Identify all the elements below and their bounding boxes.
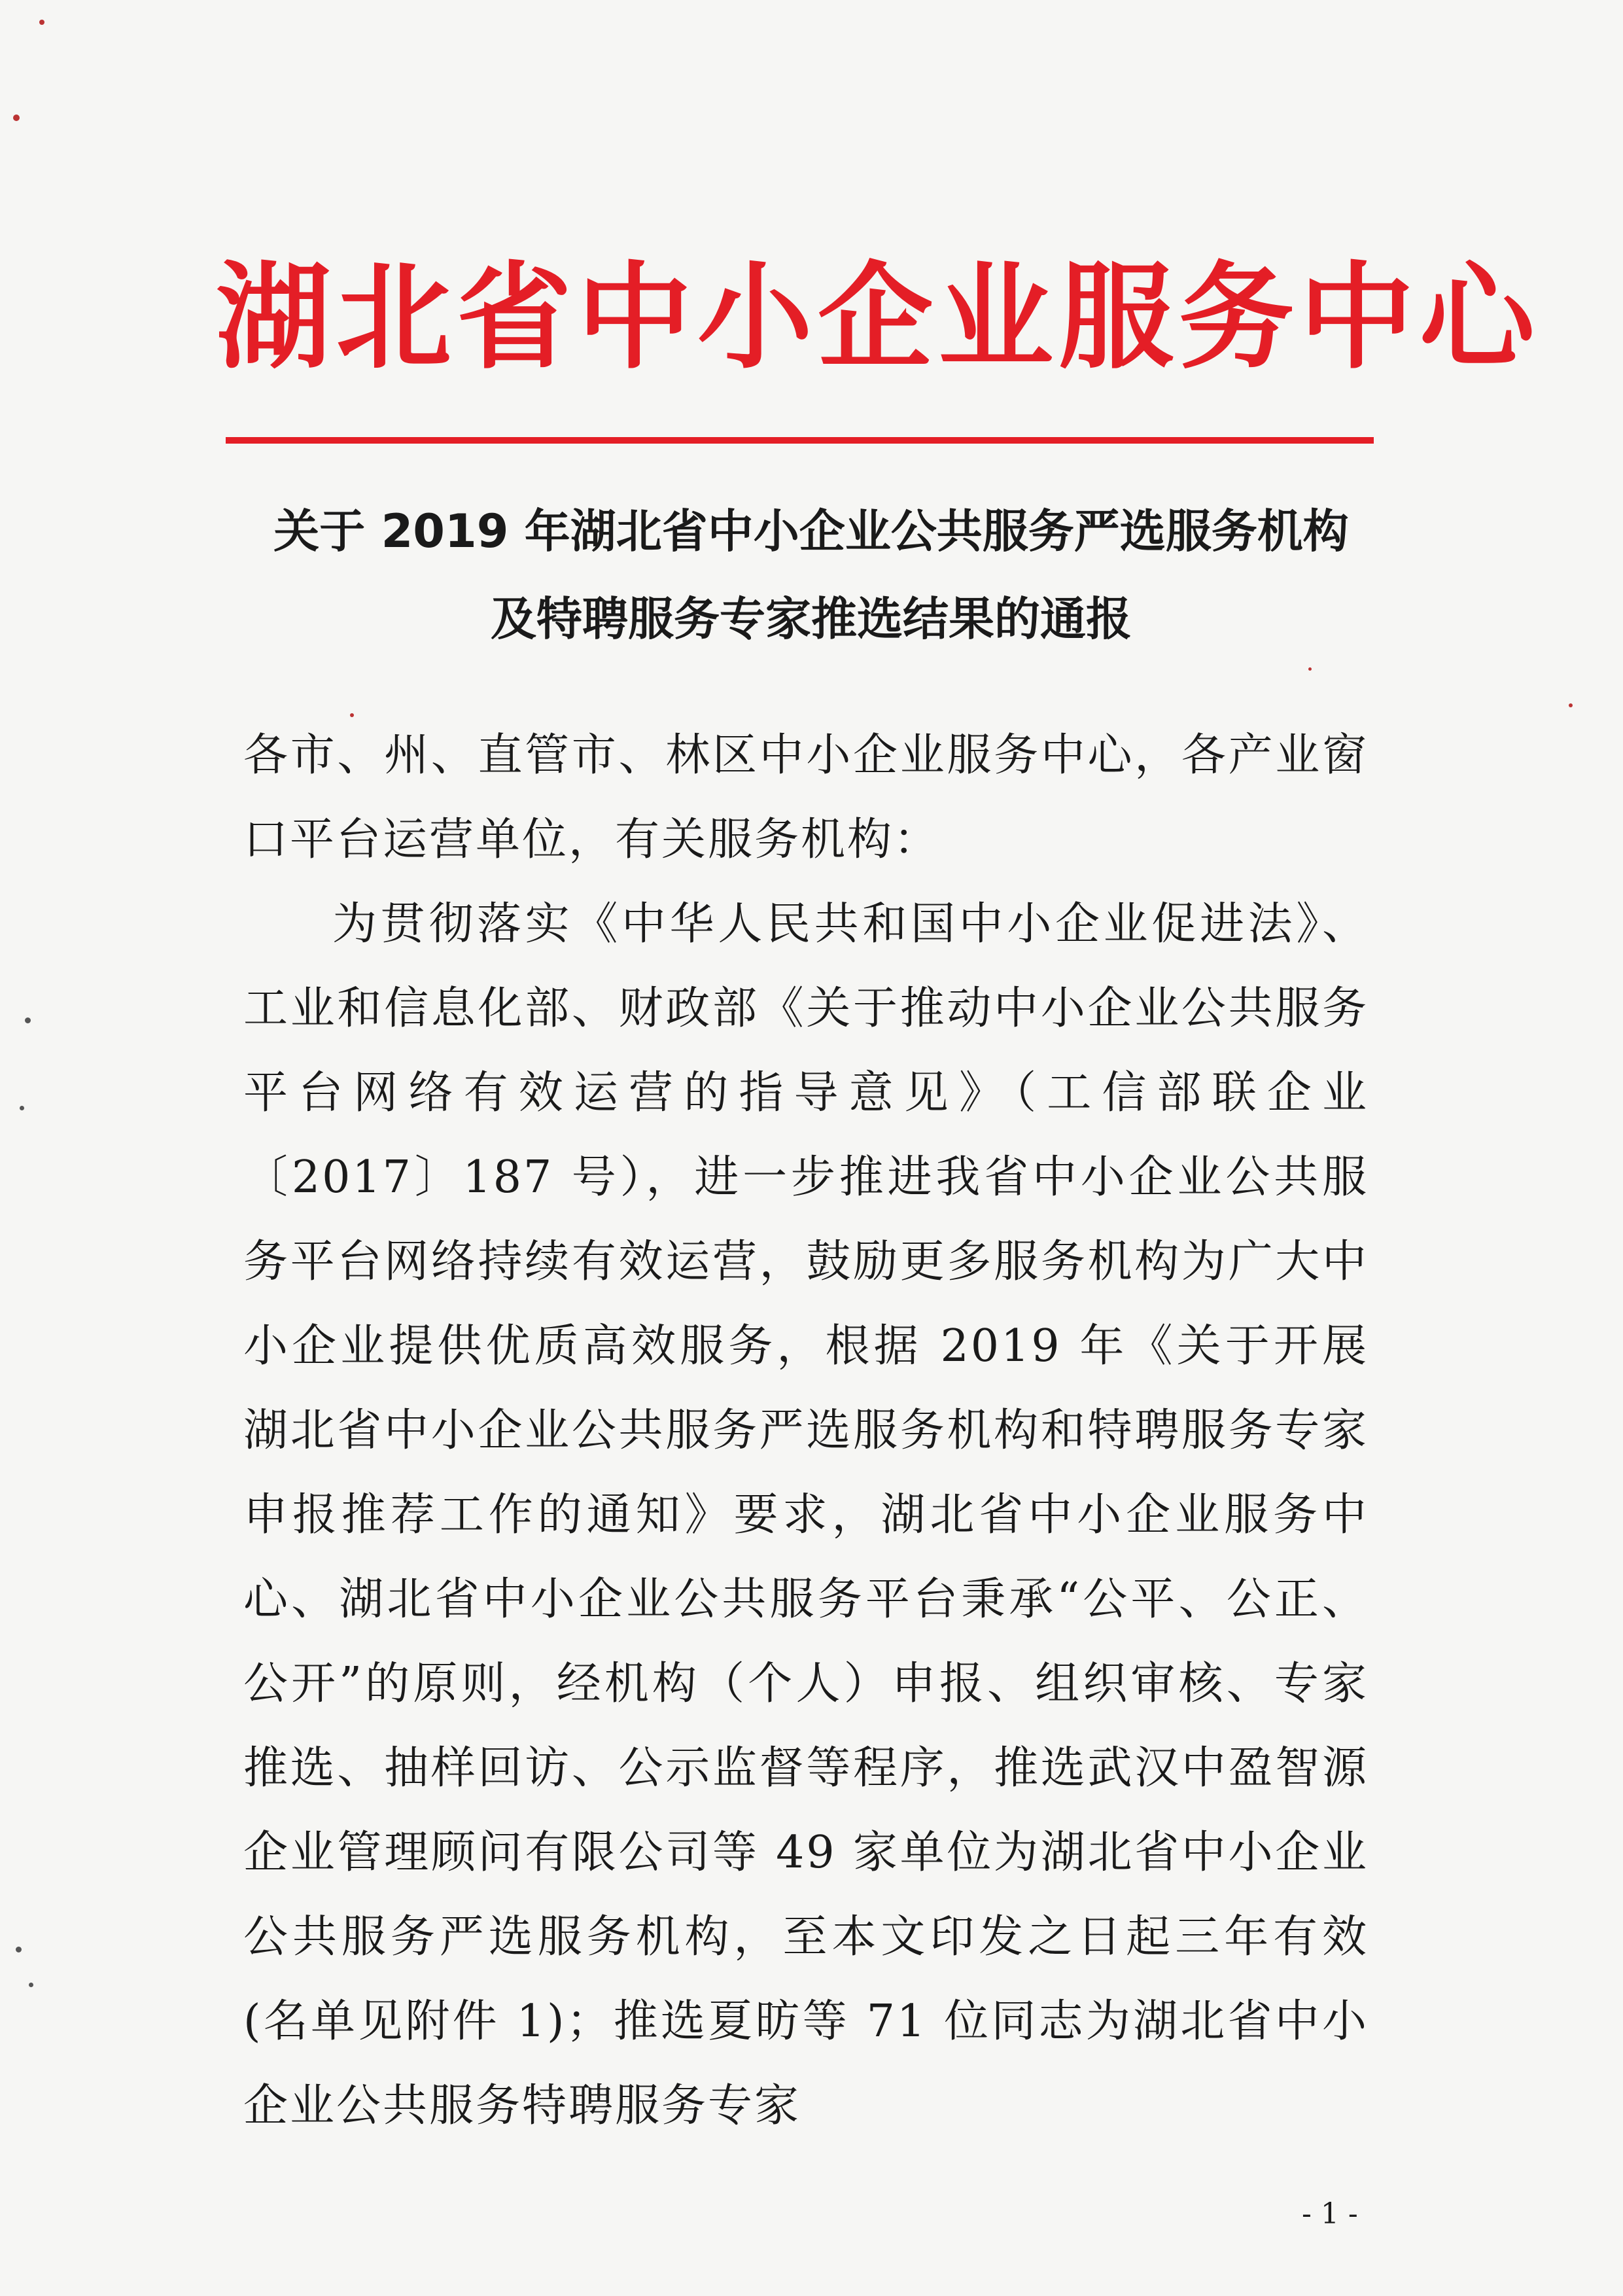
scan-speck bbox=[350, 713, 354, 717]
salutation: 各市、州、直管市、林区中小企业服务中心，各产业窗口平台运营单位，有关服务机构： bbox=[243, 730, 1369, 866]
scan-speck bbox=[1308, 667, 1312, 671]
scan-speck bbox=[1569, 703, 1573, 707]
binding-hole-mark bbox=[25, 1017, 31, 1023]
body-paragraph: 为贯彻落实《中华人民共和国中小企业促进法》、工业和信息化部、财政部《关于推动中小企业公共服务平台网络有效运营的指导意见》（工信部联企业〔2017〕187 号），进一步推进我省中小企业公共服务平台网络持续有效运营，鼓励更多服务机构为广大中小企业提供优质高效服务，根据 2019 年《关于开展湖北省中小企业公共服务严选服务机构和特聘服务专家申报推荐工作的通知》要求，湖北省中小企业服务中心、湖北省中小企业公共服务平台秉承“公平、公正、公开”的原则，经机构（个人）申报、组织审核、专家推选、抽样回访、公示监督等程序，推选武汉中盈智源企业管理顾问有限公司等 49 家单位为湖北省中小企业公共服务严选服务机构，至本文印发之日起三年有效(名单见附件 1)；推选夏昉等 71 位同志为湖北省中小企业公共服务特聘服务专家 bbox=[243, 898, 1369, 2132]
page-number: - 1 - bbox=[1302, 2197, 1358, 2231]
binding-hole-mark bbox=[29, 1983, 33, 1987]
document-title bbox=[196, 487, 1426, 663]
binding-hole-mark bbox=[20, 1106, 24, 1110]
org-header: 湖北省中小企业服务中心 bbox=[216, 251, 1541, 385]
title-line-1: 关于 2019 年湖北省中小企业公共服务严选服务机构 bbox=[273, 504, 1349, 558]
red-divider-line bbox=[226, 437, 1374, 444]
title-line-2: 及特聘服务专家推选结果的通报 bbox=[491, 592, 1132, 646]
scan-speck bbox=[39, 20, 44, 25]
scan-speck bbox=[13, 115, 20, 121]
binding-hole-mark bbox=[16, 1947, 22, 1952]
document-body bbox=[243, 713, 1369, 2148]
